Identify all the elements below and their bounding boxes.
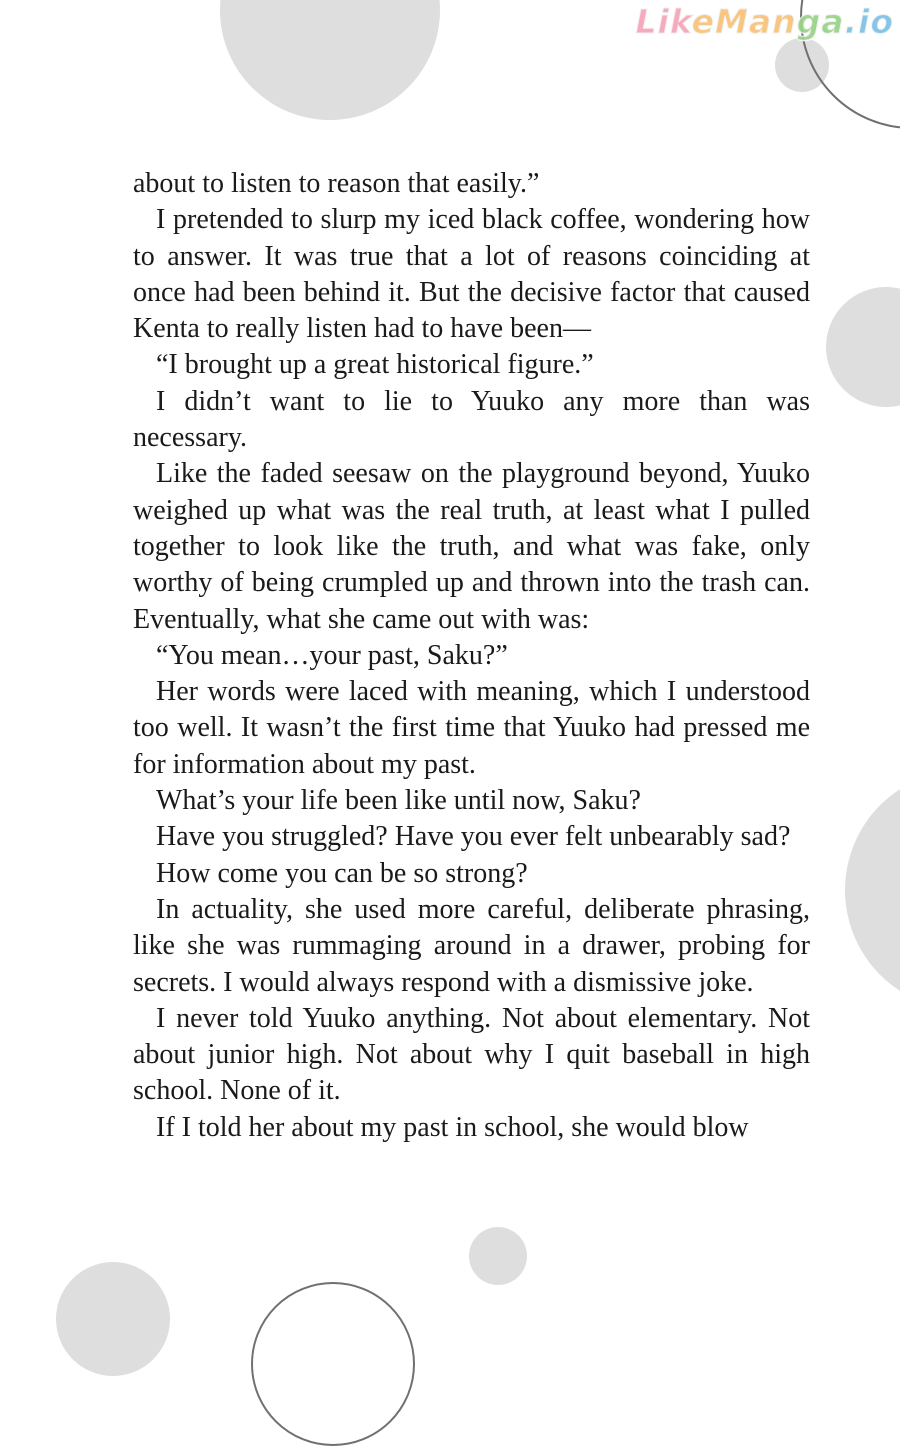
decor-circle-top-center	[220, 0, 440, 120]
watermark-part-4: .io	[844, 2, 894, 41]
paragraph-10: How come you can be so strong?	[156, 857, 528, 889]
novel-page-body	[133, 166, 810, 1146]
paragraph-1: about to listen to reason that easily.”	[133, 168, 540, 199]
decor-ring-bottom-center	[251, 1282, 415, 1446]
paragraph-5: Like the faded seesaw on the playground beyond, Yuuko weighed up what was the real truth, at least what I pulled together to look like the truth, and what was fake, only worthy of being crumpled up and thrown into the trash can. Eventually, what she came out with was:	[133, 458, 810, 635]
paragraph-12: I never told Yuuko anything. Not about elementary. Not about junior high. Not about why I quit baseball in high school. None of it.	[133, 1002, 810, 1107]
watermark-part-2: eMan	[691, 2, 797, 41]
paragraph-11: In actuality, she used more careful, deliberate phrasing, like she was rummaging around in a drawer, probing for secrets. I would always respond with a dismissive joke.	[133, 893, 810, 998]
decor-circle-right-upper	[826, 287, 900, 407]
paragraph-8: What’s your life been like until now, Saku?	[156, 785, 641, 817]
decor-circle-right-lower	[845, 770, 900, 1010]
paragraph-2: I pretended to slurp my iced black coffee, wondering how to answer. It was true that a lot of reasons coinciding at once had been behind it. But the decisive factor that caused Kenta to really listen had to have been—	[133, 204, 810, 345]
paragraph-4: I didn’t want to lie to Yuuko any more than was necessary.	[133, 385, 810, 454]
paragraph-7: Her words were laced with meaning, which I understood too well. It wasn’t the first time that Yuuko had pressed me for information about my past.	[133, 676, 810, 780]
paragraph-13: If I told her about my past in school, she would blow	[156, 1111, 749, 1143]
paragraph-3: “I brought up a great historical figure.”	[156, 349, 594, 381]
paragraph-6: “You mean…your past, Saku?”	[156, 639, 508, 671]
site-watermark-logo	[635, 2, 894, 41]
decor-circle-bottom-middle	[469, 1227, 527, 1285]
watermark-part-1: Lik	[635, 2, 692, 41]
decor-circle-bottom-left	[56, 1262, 170, 1376]
watermark-part-3: ga	[796, 2, 845, 41]
paragraph-9: Have you struggled? Have you ever felt unbearably sad?	[156, 821, 791, 853]
